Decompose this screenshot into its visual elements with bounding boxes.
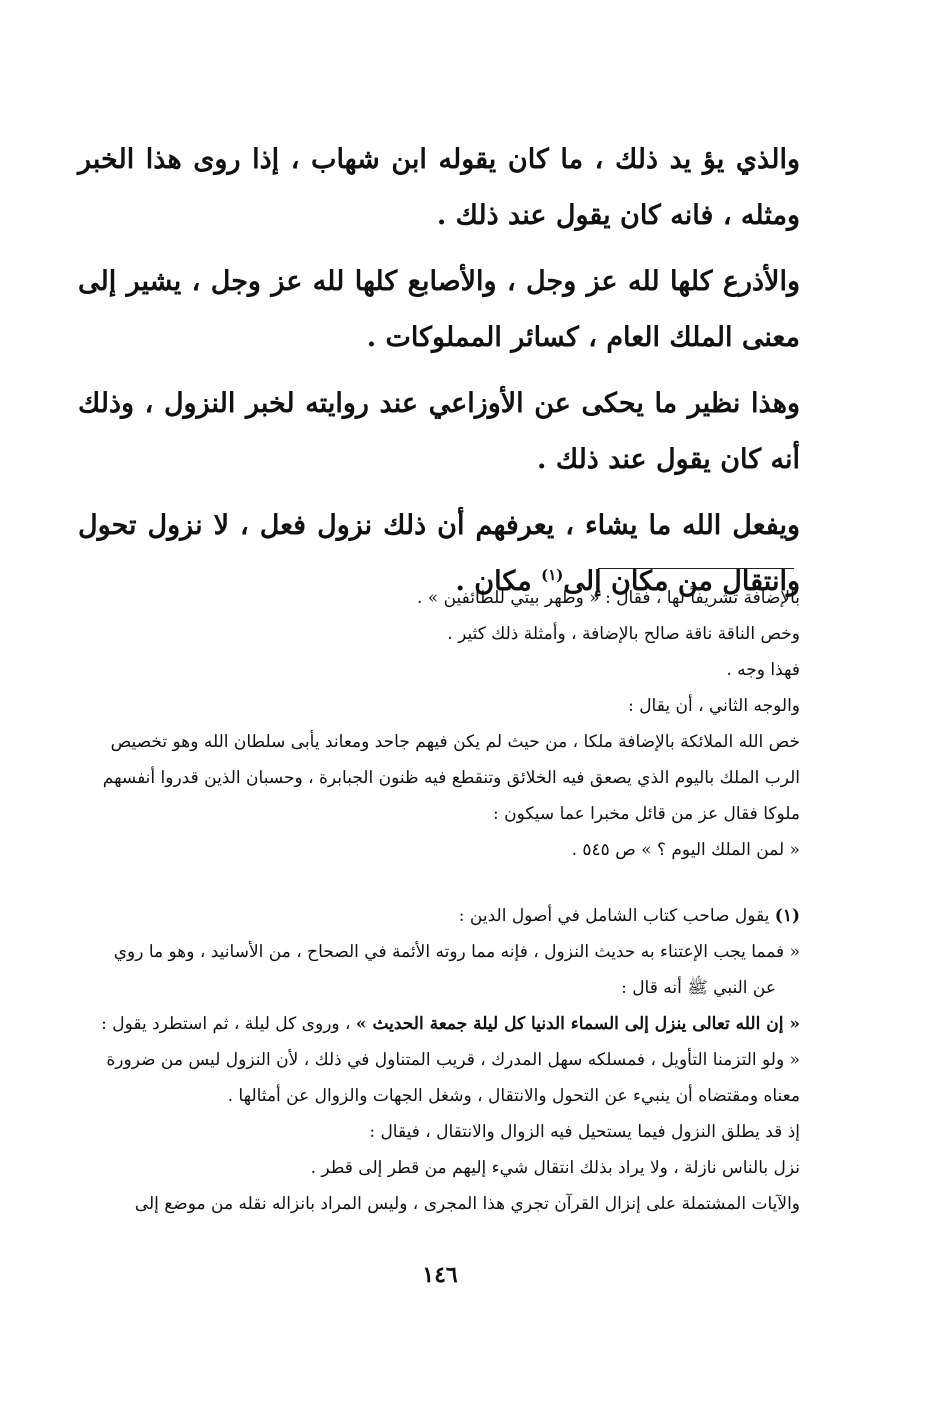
main-paragraph-3: وهذا نظير ما يحكى عن الأوزاعي عند روايته لخبر النزول ، وذلك أنه كان يقول عند ذلك . xyxy=(78,388,800,475)
footnote-divider xyxy=(598,568,794,569)
footnote-line: خص الله الملائكة بالإضافة ملكا ، من حيث لم يكن فيهم جاحد ومعاند يأبى سلطان الله وهو تخصيص xyxy=(110,732,800,752)
footnote-line: عن النبي ﷺ أنه قال : xyxy=(621,978,776,998)
main-paragraph-4-after-ref: مكان . xyxy=(455,566,542,597)
footnote-line: والوجه الثاني ، أن يقال : xyxy=(628,696,800,716)
footnote-first-line xyxy=(78,898,800,934)
footnote-continuation xyxy=(78,580,800,868)
footnote-line: إذ قد يطلق النزول فيما يستحيل فيه الزوال والانتقال ، فيقال : xyxy=(369,1122,800,1142)
main-text xyxy=(78,132,800,620)
footnote-line: والآيات المشتملة على إنزال القرآن تجري هذا المجرى ، وليس المراد بانزاله نقله من موضع إلى xyxy=(134,1194,800,1214)
hadith-after: ، وروى كل ليلة ، ثم استطرد يقول : xyxy=(101,1014,356,1034)
footnote-line: « لمن الملك اليوم ؟ » ص ٥٤٥ . xyxy=(571,840,800,860)
footnote-marker: (١) xyxy=(774,906,800,926)
footnote-intro: يقول صاحب كتاب الشامل في أصول الدين : xyxy=(458,906,770,926)
main-paragraph-1: والذي يؤ يد ذلك ، ما كان يقوله ابن شهاب ، إذا روى هذا الخبر ومثله ، فانه كان يقول عند ذلك . xyxy=(78,144,800,231)
main-paragraph-4-text: ويفعل الله ما يشاء ، يعرفهم أن ذلك نزول فعل ، لا نزول تحول وانتقال من xyxy=(78,510,800,597)
footnote-line: « ولو التزمنا التأويل ، فمسلكه سهل المدرك ، قريب المتناول في ذلك ، لأن النزول ليس من ضرورة xyxy=(106,1050,800,1070)
footnote-hadith-line xyxy=(78,1006,800,1042)
footnote-line: فهذا وجه . xyxy=(726,660,800,680)
footnote-line: بالإضافة تشريفاً لها ، فقال : « وطهر بيتي للطائفين » . xyxy=(416,588,800,608)
footnote-line: ملوكا فقال عز من قائل مخبرا عما سيكون : xyxy=(493,804,800,824)
footnote-line: معناه ومقتضاه أن ينبيء عن التحول والانتقال ، وشغل الجهات والزوال عن أمثالها . xyxy=(227,1086,800,1106)
footnote-line: « فمما يجب الإعتناء به حديث النزول ، فإنه مما روته الأئمة في الصحاح ، من الأسانيد ، وهو ما روي xyxy=(113,942,800,962)
footnote-line: الرب الملك باليوم الذي يصعق فيه الخلائق وتنقطع فيه ظنون الجبابرة ، وحسبان الذين قدروا أنفسهم xyxy=(102,768,800,788)
footnote-1 xyxy=(78,898,800,1222)
footnote-line: وخص الناقة ناقة صالح بالإضافة ، وأمثلة ذلك كثير . xyxy=(447,624,800,644)
main-paragraph-2: والأذرع كلها لله عز وجل ، والأصابع كلها لله عز وجل ، يشير إلى معنى الملك العام ، كسائر المملوكات . xyxy=(78,266,800,353)
footnote-line: نزل بالناس نازلة ، ولا يراد بذلك انتقال شيء إليهم من قطر إلى قطر . xyxy=(310,1158,800,1178)
footnote-reference-1[interactable]: (١) xyxy=(541,566,564,584)
page-number: ١٤٦ xyxy=(422,1262,458,1288)
hadith-quote: « إن الله تعالى ينزل إلى السماء الدنيا كل ليلة جمعة الحديث » xyxy=(355,1014,800,1034)
main-paragraph-4-before-ref: مكان إلى xyxy=(563,566,669,597)
